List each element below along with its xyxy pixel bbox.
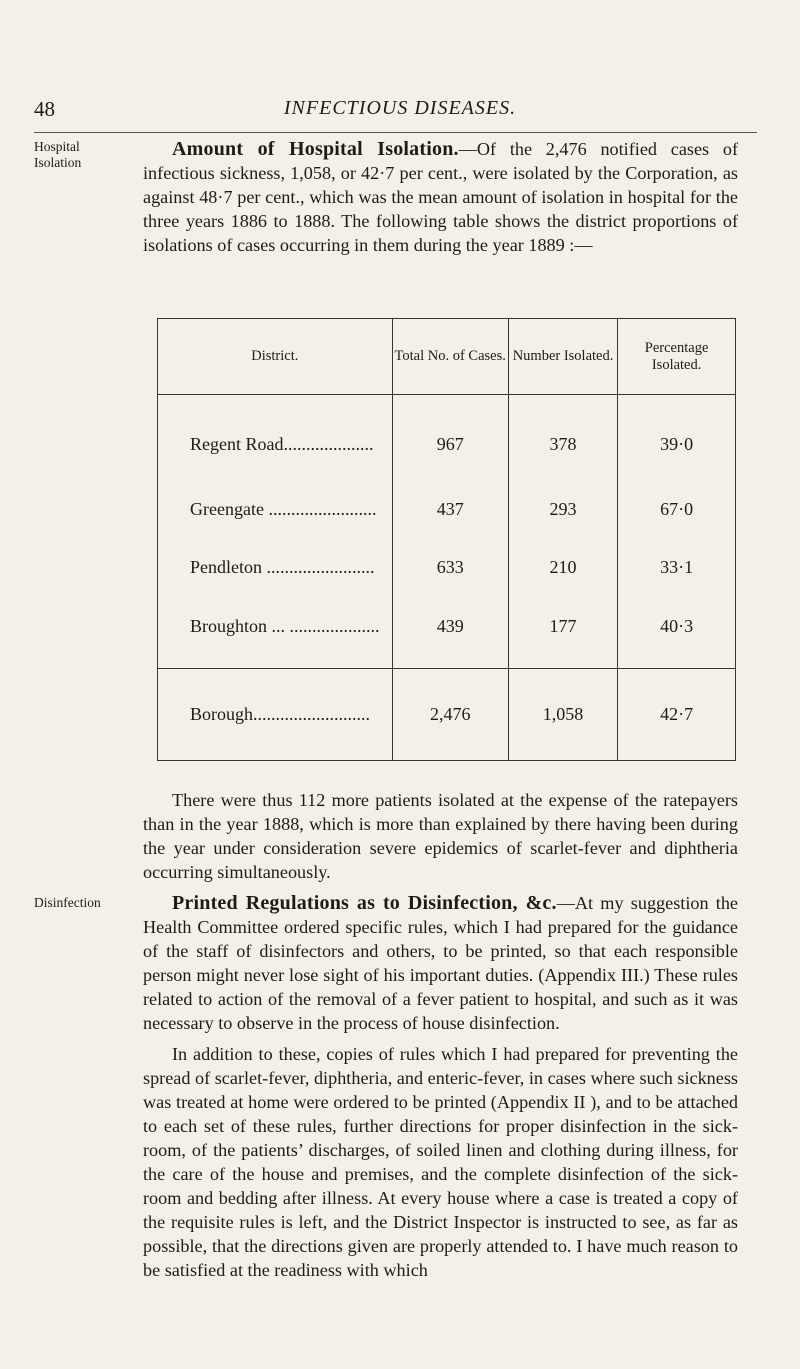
table-header-row	[158, 319, 736, 395]
page-number: 48	[34, 97, 55, 121]
district-cell: Broughton ... ....................	[158, 596, 393, 668]
header-rule	[34, 132, 757, 133]
isolation-table	[157, 318, 736, 761]
percentage-cell: 33·1	[618, 538, 736, 596]
district-cell: Regent Road....................	[158, 395, 393, 481]
total-cell: 2,476	[392, 668, 508, 760]
district-cell: Borough..........................	[158, 668, 393, 760]
total-cell: 439	[392, 596, 508, 668]
paragraph-text: —At my suggestion the Health Committee ordered specific rules, which I had prepared for the guidance of the staff of disinfectors and others, to be printed, so that each responsible person might never lose sight of his important duties. (Appendix III.) These rules related to action of the removal of a fever patient to hospital, and such as it was necessary to observe in the process of house disinfection.	[143, 893, 739, 1033]
column-header-district: District.	[158, 319, 393, 395]
paragraph: In addition to these, copies of rules which I had prepared for preventing the spread of scarlet-fever, diphtheria, and enteric-fever, in cases where such sickness was treated at home were ordered to be printed (Appendix II ), and to be attached to each set of these rules, further directions for proper disinfection in the sick-room, of the patients’ discharges, of soiled linen and clothing during illness, for the care of the house and premises, and the complete disinfection of the sick-room and bedding after illness. At every house where a case is treated a copy of the requisite rules is left, and the District Inspector is instructed to see, as far as possible, that the directions given are properly attended to. I have much reason to be satisfied at the readiness with which	[143, 1044, 738, 1280]
table-row	[158, 538, 736, 596]
number-cell: 177	[508, 596, 617, 668]
section-disinfection	[143, 891, 738, 1282]
table-row	[158, 395, 736, 481]
section-heading: Printed Regulations as to Disinfection, &c.	[172, 892, 557, 914]
percentage-cell: 39·0	[618, 395, 736, 481]
percentage-cell: 42·7	[618, 668, 736, 760]
paragraph	[143, 137, 738, 257]
paragraph-text: —Of the 2,476 notified cases of infectious sickness, 1,058, or 42·7 per cent., were isolated by the Corporation, as against 48·7 per cent., which was the mean amount of isolation in hospital for the three years 1886 to 1888. The following table shows the district proportions of isolations of cases occurring in them during the year 1889 :—	[143, 139, 738, 255]
number-cell: 1,058	[508, 668, 617, 760]
paragraph	[143, 891, 738, 1035]
column-header-total: Total No. of Cases.	[392, 319, 508, 395]
section-heading: Amount of Hospital Isolation.	[172, 138, 459, 160]
margin-note-line: Hospital	[34, 139, 80, 154]
percentage-cell: 67·0	[618, 480, 736, 538]
total-cell: 437	[392, 480, 508, 538]
table-row	[158, 596, 736, 668]
number-cell: 210	[508, 538, 617, 596]
column-header-number: Number Isolated.	[508, 319, 617, 395]
paragraph: There were thus 112 more patients isolated at the expense of the ratepayers than in the year 1888, which is more than explained by there having been during the year under consideration severe epidemics of scarlet-fever and diphtheria occurring simultaneously.	[143, 790, 738, 882]
total-cell: 967	[392, 395, 508, 481]
margin-note-hospital-isolation	[34, 139, 126, 171]
section-after-table	[143, 788, 738, 884]
margin-note-line: Isolation	[34, 155, 82, 170]
table-row	[158, 480, 736, 538]
running-title: INFECTIOUS DISEASES.	[283, 97, 517, 119]
table-total-row	[158, 668, 736, 760]
number-cell: 378	[508, 395, 617, 481]
number-cell: 293	[508, 480, 617, 538]
percentage-cell: 40·3	[618, 596, 736, 668]
margin-note-disinfection: Disinfection	[34, 895, 101, 910]
district-cell: Pendleton ........................	[158, 538, 393, 596]
section-hospital-isolation	[143, 137, 738, 257]
district-cell: Greengate ........................	[158, 480, 393, 538]
column-header-percentage: Percentage Isolated.	[618, 319, 736, 395]
total-cell: 633	[392, 538, 508, 596]
